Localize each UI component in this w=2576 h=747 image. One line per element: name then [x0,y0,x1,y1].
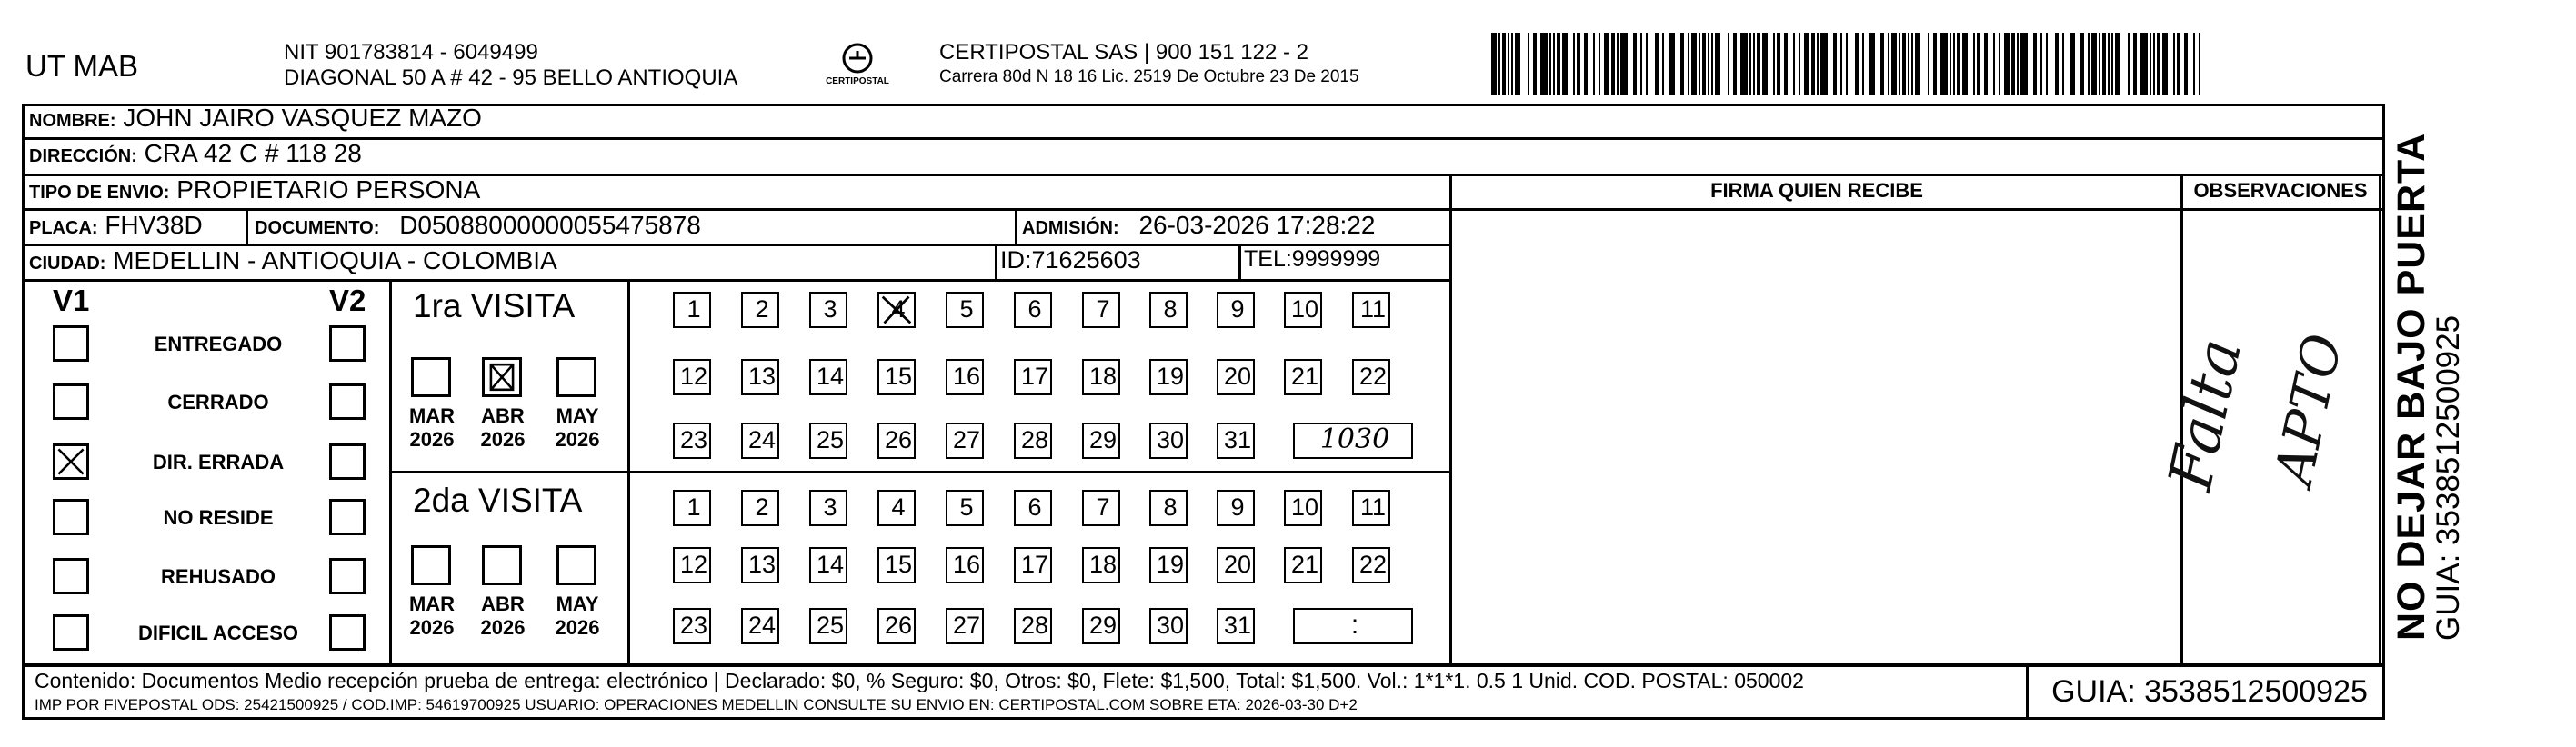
barcode-bar [1515,33,1520,95]
barcode-bars [1491,33,2205,95]
firma-label: FIRMA QUIEN RECIBE [1710,179,1923,202]
barcode-bar [1573,33,1575,95]
barcode-bar [1688,33,1689,95]
visita2-day-21[interactable]: 21 [1284,547,1322,583]
visita2-month-label [400,593,464,640]
visita2-day-23[interactable]: 23 [673,608,711,644]
tipo-label: TIPO DE ENVIO: [29,183,170,203]
barcode-bar [2088,33,2090,95]
ciudad-label: CIUDAD: [29,254,106,274]
visita2-day-30[interactable]: 30 [1149,608,1188,644]
month-year: 2026 [555,616,600,639]
barcode-bar [1715,33,1720,95]
visita1-day-13[interactable]: 13 [741,359,779,395]
barcode-bar [1502,33,1506,95]
visita1-day-28[interactable]: 28 [1014,423,1052,459]
handwritten-note-1: Falta [2155,333,2256,497]
barcode-bar [2102,33,2106,95]
barcode-bar [1511,33,1513,95]
visita2-day-29[interactable]: 29 [1082,608,1120,644]
visita2-day-6[interactable]: 6 [1014,490,1052,526]
barcode-bar [1553,33,1555,95]
barcode-bar [1708,33,1709,95]
barcode-bar [2046,33,2048,95]
barcode-bar [1699,33,1700,95]
barcode-bar [1562,33,1568,95]
visita1-day-9[interactable]: 9 [1217,292,1255,328]
barcode-bar [1593,33,1595,95]
status-v2-checkbox[interactable] [329,499,366,535]
side-warning [2390,132,2467,641]
visita2-day-26[interactable]: 26 [877,608,916,644]
sender-nit: NIT 901783814 - 6049499 [284,40,538,65]
v1-label: V1 [53,284,90,317]
barcode-bar [1777,33,1780,95]
barcode-bar [1498,33,1500,95]
barcode-bar [1953,33,1955,95]
footer-guia: GUIA: 3538512500925 [2051,674,2368,709]
barcode-bar [1933,33,1937,95]
ciudad-row [29,246,557,275]
carrier-address: Carrera 80d N 18 16 Lic. 2519 De Octubre 23 De 2015 [939,67,1359,86]
barcode-bar [2108,33,2110,95]
barcode-bar [1862,33,1864,95]
visita2-day-4[interactable]: 4 [877,490,916,526]
barcode-bar [1804,33,1809,95]
barcode-bar [1811,33,1815,95]
side-no-dejar: NO DEJAR BAJO PUERTA [2390,132,2433,641]
month-name: MAY [556,593,599,615]
status-v1-checkbox[interactable] [53,325,89,362]
visita2-day-13[interactable]: 13 [741,547,779,583]
visita2-day-22[interactable]: 22 [1352,547,1390,583]
nombre-row [29,104,482,133]
carrier-name: CERTIPOSTAL SAS | 900 151 122 - 2 [939,40,1308,65]
barcode-bar [1740,33,1748,95]
visita2-day-20[interactable]: 20 [1217,547,1255,583]
barcode-bar [2020,33,2028,95]
visita1-day-4[interactable]: 4 [877,292,916,328]
visita1-day-18[interactable]: 18 [1082,359,1120,395]
barcode-bar [1491,33,1497,95]
visita1-day-2[interactable]: 2 [741,292,779,328]
barcode-bar [2140,33,2148,95]
barcode-bar [1633,33,1637,95]
visita1-day-14[interactable]: 14 [809,359,847,395]
barcode-bar [1820,33,1828,95]
visita1-day-20[interactable]: 20 [1217,359,1255,395]
handwritten-note-2: APTO [2262,328,2355,491]
id-label: ID: [1000,246,1032,274]
visita1-day-6[interactable]: 6 [1014,292,1052,328]
barcode-bar [1620,33,1628,95]
visita1-day-12[interactable]: 12 [673,359,711,395]
visita2-month-checkbox[interactable] [411,545,451,585]
visita1-day-30[interactable]: 30 [1149,423,1188,459]
barcode-bar [1993,33,1995,95]
barcode-bar [1557,33,1560,95]
status-label: DIFICIL ACCESO [137,622,298,644]
visita1-day-5[interactable]: 5 [946,292,984,328]
status-v2-checkbox[interactable] [329,558,366,594]
barcode-bar [1508,33,1509,95]
visita2-day-1[interactable]: 1 [673,490,711,526]
barcode-bar [2011,33,2015,95]
barcode-bar [2199,33,2200,95]
barcode-bar [2162,33,2168,95]
visita2-day-25[interactable]: 25 [809,608,847,644]
visita1-day-29[interactable]: 29 [1082,423,1120,459]
barcode-bar [1911,33,1913,95]
barcode-bar [1773,33,1775,95]
tipo-value: PROPIETARIO PERSONA [176,175,481,204]
visita1-day-23[interactable]: 23 [673,423,711,459]
visita2-day-12[interactable]: 12 [673,547,711,583]
month-name: MAR [408,593,456,615]
visita2-day-15[interactable]: 15 [877,547,916,583]
barcode-bar [1984,33,1988,95]
visita2-month-checkbox[interactable] [556,545,596,585]
visita2-day-14[interactable]: 14 [809,547,847,583]
visita2-day-3[interactable]: 3 [809,490,847,526]
visita1-day-22[interactable]: 22 [1352,359,1390,395]
documento-row [255,211,701,240]
month-name: MAR [408,404,456,427]
status-v1-checkbox[interactable] [53,614,89,651]
month-year: 2026 [555,428,600,451]
month-name: MAY [556,404,599,427]
visita2-day-10[interactable]: 10 [1284,490,1322,526]
barcode-bar [2193,33,2195,95]
month-year: 2026 [409,616,455,639]
tel-label: TEL: [1244,246,1292,272]
barcode-bar [1549,33,1551,95]
barcode-bar [1655,33,1659,95]
barcode-bar [1733,33,1737,95]
visita2-month-label [546,593,609,640]
visita2-day-17[interactable]: 17 [1014,547,1052,583]
placa-label: PLACA: [29,218,98,238]
tipo-row [29,175,480,204]
month-year: 2026 [480,428,526,451]
visita1-month-label [546,404,609,452]
carrier-logo [817,42,898,93]
barcode-bar [1604,33,1609,95]
status-label: REHUSADO [161,565,276,588]
tel-row [1244,246,1380,273]
visita1-day-26[interactable]: 26 [877,423,916,459]
month-year: 2026 [409,428,455,451]
barcode-bar [1762,33,1768,95]
barcode-bar [1662,33,1664,95]
barcode [1491,33,2205,95]
nombre-value: JOHN JAIRO VASQUEZ MAZO [123,104,482,132]
day-check-mark [879,294,914,326]
barcode-bar [1680,33,1684,95]
barcode-bar [2062,33,2064,95]
observaciones-label: OBSERVACIONES [2193,179,2368,202]
barcode-bar [2177,33,2180,95]
visita1-day-17[interactable]: 17 [1014,359,1052,395]
visita2-day-31[interactable]: 31 [1217,608,1255,644]
footer-contenido: Contenido: Documentos Medio recepción prueba de entrega: electrónico | Declarado: $0, % Seguro: $0, Otros: $0, Flete: $1,500, Total: $1,500. Vol.: 1*1*1. 0.5 1 Unid. COD. POSTAL: 050002 [35,669,1804,692]
barcode-bar [1640,33,1642,95]
status-v2-checkbox[interactable] [329,383,366,420]
barcode-bar [1599,33,1600,95]
barcode-bar [2184,33,2188,95]
month-name: ABR [481,593,525,615]
barcode-bar [2111,33,2113,95]
visita2-title: 2da VISITA [413,482,583,519]
v2-label: V2 [329,284,366,317]
visita1-month-checkbox[interactable] [482,357,522,397]
visita1-day-21[interactable]: 21 [1284,359,1322,395]
visita2-day-19[interactable]: 19 [1149,547,1188,583]
barcode-bar [1793,33,1795,95]
id-value: 71625603 [1031,246,1141,274]
barcode-bar [2080,33,2084,95]
status-v1-checkbox[interactable] [53,558,89,594]
sender-name: UT MAB [25,49,139,83]
visita1-day-27[interactable]: 27 [946,423,984,459]
barcode-bar [1915,33,1920,95]
barcode-bar [1784,33,1788,95]
barcode-bar [1540,33,1548,95]
footer-imp: IMP POR FIVEPOSTAL ODS: 25421500925 / COD.IMP: 54619700925 USUARIO: OPERACIONES MEDELLIN CONSULTE SU ENVIO EN: CERTIPOSTAL.COM SOBRE ETA: 2026-03-30 D+2 [35,696,1358,713]
barcode-bar [1611,33,1615,95]
barcode-bar [1888,33,1889,95]
id-row [1000,246,1141,274]
barcode-bar [1973,33,1975,95]
visita2-day-18[interactable]: 18 [1082,547,1120,583]
visita2-day-2[interactable]: 2 [741,490,779,526]
visita1-day-8[interactable]: 8 [1149,292,1188,328]
visita1-day-24[interactable]: 24 [741,423,779,459]
status-v1-checkbox[interactable] [53,443,89,480]
direccion-row [29,139,362,168]
direccion-value: CRA 42 C # 118 28 [144,139,362,167]
barcode-bar [1891,33,1897,95]
sender-address: DIAGONAL 50 A # 42 - 95 BELLO ANTIOQUIA [284,65,738,90]
barcode-bar [2004,33,2010,95]
barcode-bar [2173,33,2175,95]
visita1-month-checkbox[interactable] [411,357,451,397]
status-label: NO RESIDE [163,506,274,529]
visita2-day-16[interactable]: 16 [946,547,984,583]
barcode-bar [2091,33,2097,95]
visita1-day-31[interactable]: 31 [1217,423,1255,459]
barcode-bar [1869,33,1875,95]
visita1-month-label [471,404,535,452]
barcode-bar [1977,33,1980,95]
visita1-title: 1ra VISITA [413,287,576,324]
barcode-bar [2033,33,2037,95]
admision-row [1022,211,1375,240]
month-name: ABR [481,404,525,427]
visita1-month-label [400,404,464,452]
barcode-bar [1646,33,1648,95]
barcode-bar [1711,33,1713,95]
barcode-bar [1950,33,1951,95]
carrier-logo-text: CERTIPOSTAL [826,76,889,86]
barcode-bar [2128,33,2130,95]
visita1-day-11[interactable]: 11 [1352,292,1390,328]
barcode-bar [1749,33,1751,95]
barcode-bar [1962,33,1968,95]
status-label: ENTREGADO [154,333,283,355]
barcode-bar [1617,33,1619,95]
barcode-bar [1669,33,1675,95]
visita1-month-checkbox[interactable] [556,357,596,397]
documento-value: D05088000000055475878 [399,211,701,239]
barcode-bar [1840,33,1842,95]
barcode-bar [1902,33,1906,95]
barcode-bar [1757,33,1760,95]
barcode-bar [1908,33,1909,95]
visita1-time-box[interactable]: 1030 [1293,423,1413,459]
status-v2-checkbox[interactable] [329,443,366,480]
barcode-bar [1940,33,1948,95]
status-label: CERRADO [167,391,269,413]
documento-label: DOCUMENTO: [255,218,380,238]
visita2-day-11[interactable]: 11 [1352,490,1390,526]
barcode-bar [2157,33,2160,95]
barcode-bar [1999,33,2000,95]
barcode-bar [1577,33,1580,95]
barcode-bar [1753,33,1755,95]
placa-row [29,211,203,240]
side-guia: GUIA: 3538512500925 [2431,314,2466,641]
tel-value: 9999999 [1291,246,1381,272]
barcode-bar [1799,33,1800,95]
visita2-day-27[interactable]: 27 [946,608,984,644]
visita1-day-1[interactable]: 1 [673,292,711,328]
barcode-bar [1817,33,1819,95]
barcode-bar [2115,33,2120,95]
visita1-day-25[interactable]: 25 [809,423,847,459]
visita2-day-8[interactable]: 8 [1149,490,1188,526]
visita1-day-16[interactable]: 16 [946,359,984,395]
status-v2-checkbox[interactable] [329,325,366,362]
barcode-bar [1855,33,1859,95]
barcode-bar [2133,33,2137,95]
visita2-day-9[interactable]: 9 [1217,490,1255,526]
visita2-month-checkbox[interactable] [482,545,522,585]
direccion-label: DIRECCIÓN: [29,146,137,166]
barcode-bar [2070,33,2075,95]
barcode-bar [2153,33,2155,95]
status-v2-checkbox[interactable] [329,614,366,651]
barcode-bar [1702,33,1706,95]
placa-value: FHV38D [105,211,203,239]
barcode-bar [2017,33,2019,95]
status-label: DIR. ERRADA [152,451,285,473]
barcode-bar [1880,33,1884,95]
barcode-bar [1899,33,1900,95]
barcode-bar [1928,33,1929,95]
barcode-bar [1533,33,1537,95]
barcode-bar [2055,33,2059,95]
admision-value: 26-03-2026 17:28:22 [1138,211,1376,239]
visita1-day-10[interactable]: 10 [1284,292,1322,328]
barcode-bar [1957,33,1960,95]
visita2-day-5[interactable]: 5 [946,490,984,526]
ciudad-value: MEDELLIN - ANTIOQUIA - COLOMBIA [113,246,557,274]
admision-label: ADMISIÓN: [1022,218,1119,238]
barcode-bar [1846,33,1848,95]
status-v1-checkbox[interactable] [53,499,89,535]
visita2-day-28[interactable]: 28 [1014,608,1052,644]
visita1-day-19[interactable]: 19 [1149,359,1188,395]
barcode-bar [2150,33,2151,95]
visita2-day-24[interactable]: 24 [741,608,779,644]
visita1-day-3[interactable]: 3 [809,292,847,328]
barcode-bar [1528,33,1529,95]
barcode-bar [1728,33,1729,95]
visita2-time-box[interactable]: : [1293,608,1413,644]
visita2-month-label [471,593,535,640]
nombre-label: NOMBRE: [29,111,116,131]
barcode-bar [1691,33,1697,95]
visita2-day-7[interactable]: 7 [1082,490,1120,526]
barcode-bar [1833,33,1837,95]
barcode-bar [2040,33,2042,95]
month-year: 2026 [480,616,526,639]
visita1-day-7[interactable]: 7 [1082,292,1120,328]
visita1-day-15[interactable]: 15 [877,359,916,395]
status-v1-checkbox[interactable] [53,383,89,420]
barcode-bar [2099,33,2100,95]
barcode-bar [1584,33,1588,95]
